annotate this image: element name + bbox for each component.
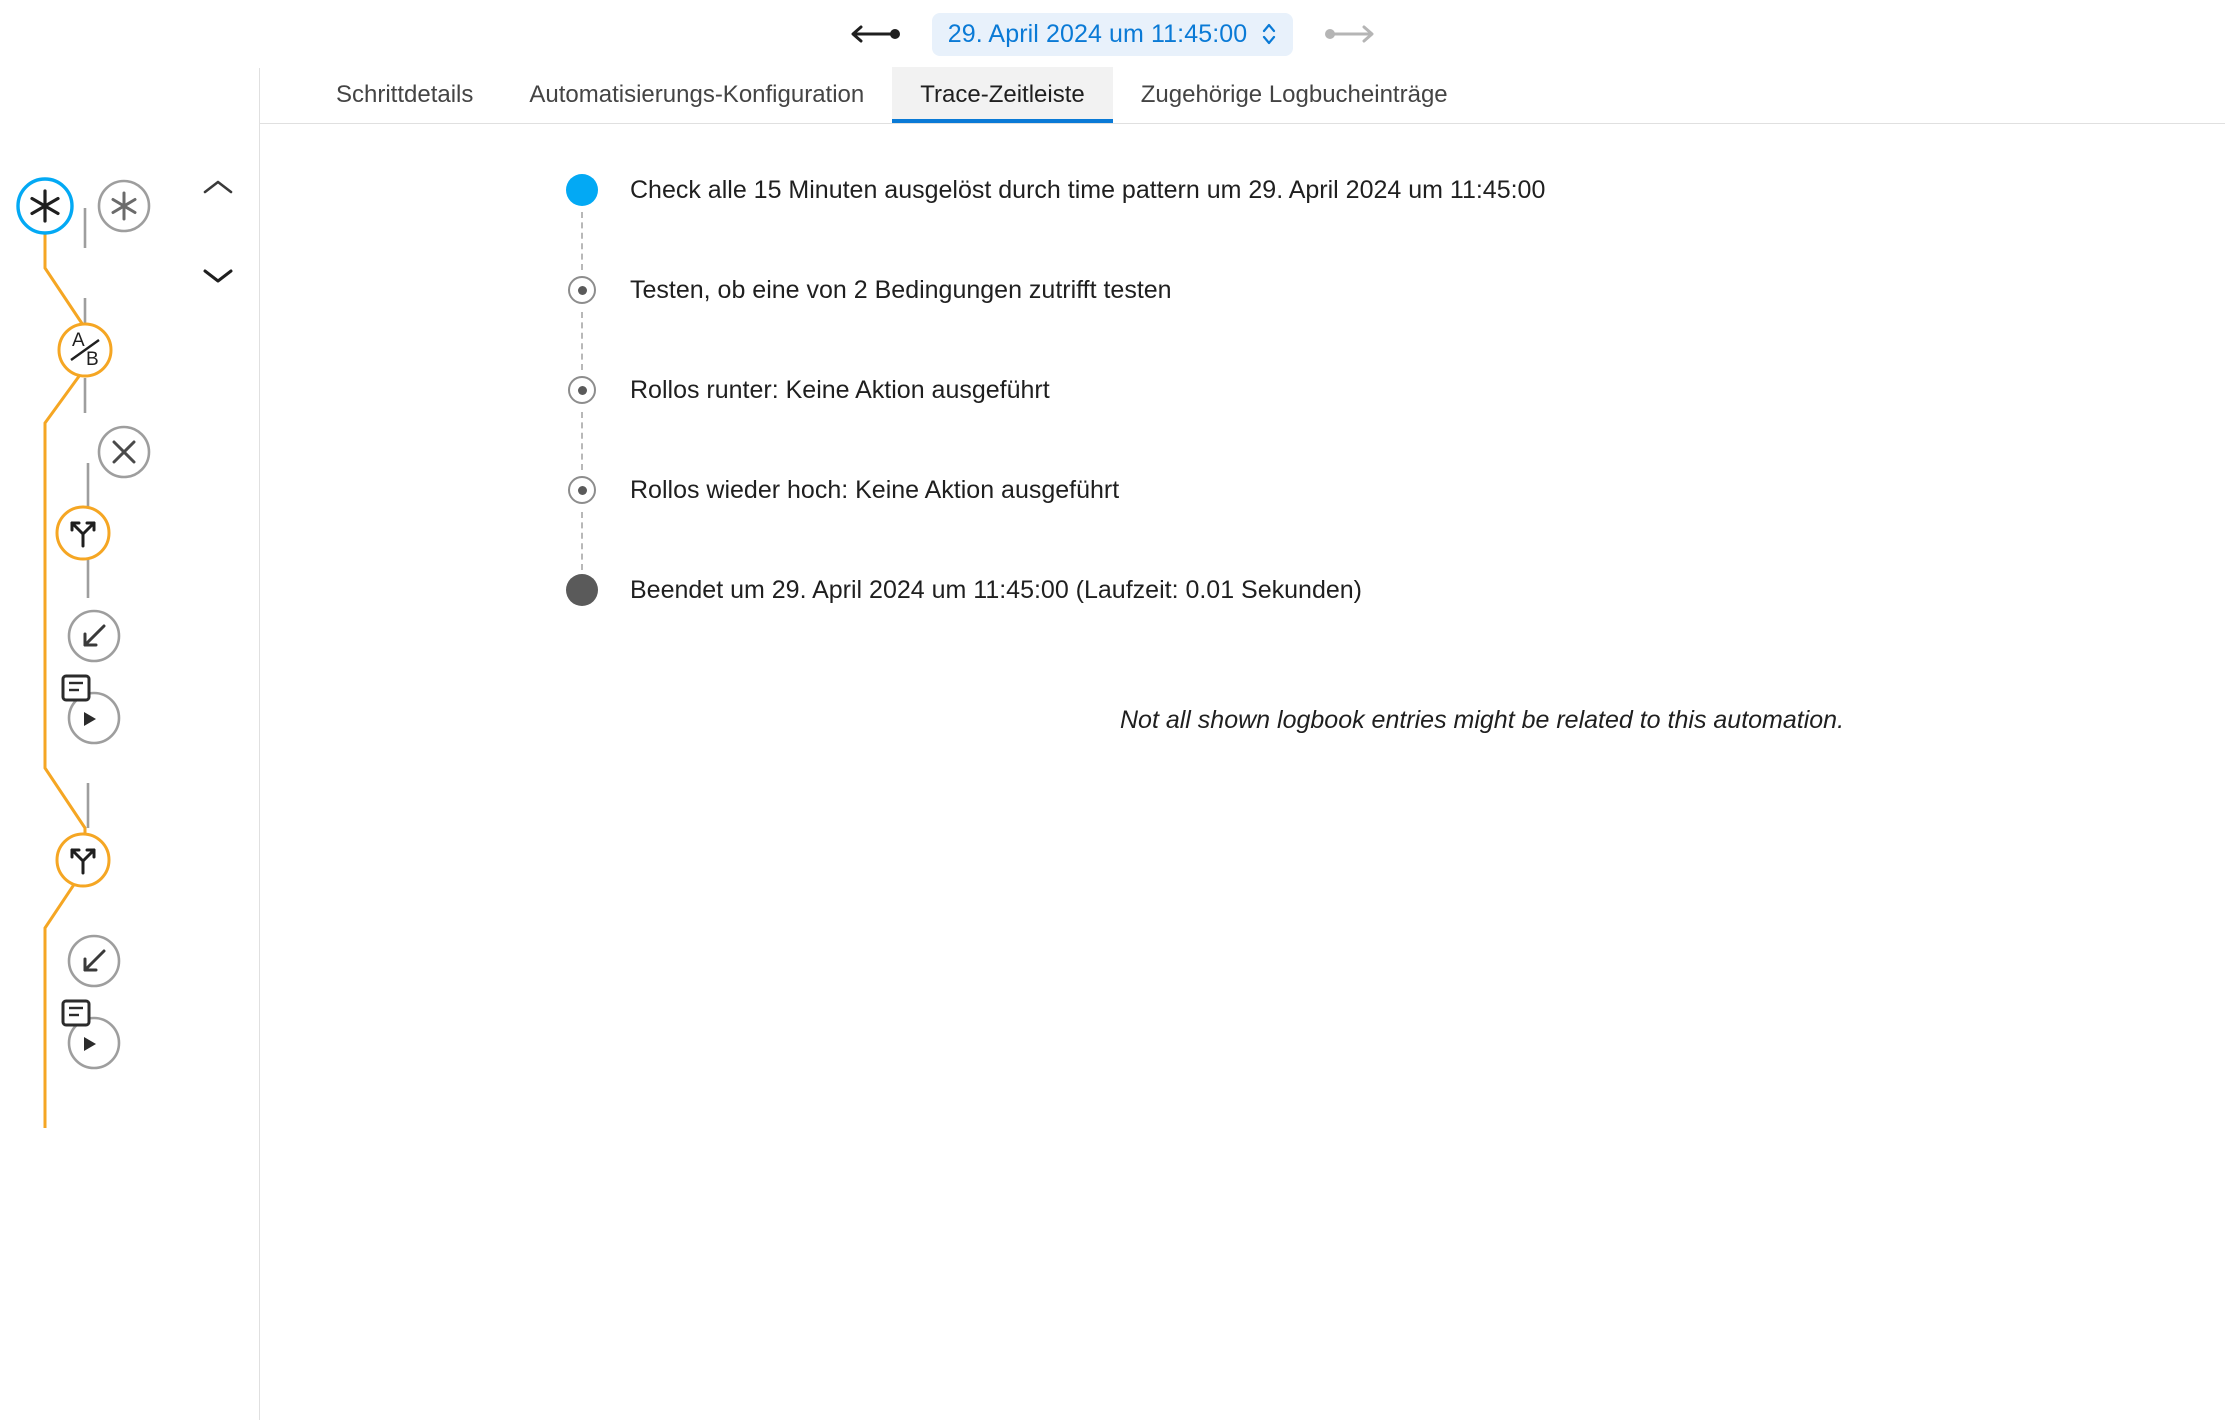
timeline-dot-trigger [566, 174, 598, 206]
graph-collapse-controls [196, 168, 240, 296]
arrow-left-icon [845, 24, 901, 44]
node-action-node-2[interactable] [69, 936, 119, 986]
node-disabled-node[interactable] [99, 427, 149, 477]
timeline-entry-text: Testen, ob eine von 2 Bedingungen zutrifft testen [630, 276, 1172, 304]
timeline-entry [560, 270, 2225, 370]
timeline-marker [560, 570, 604, 606]
timeline-dot-action-2 [568, 476, 596, 504]
chevron-down-icon [201, 265, 235, 287]
previous-trace-button[interactable] [842, 19, 904, 49]
node-service-node-1[interactable] [63, 676, 119, 743]
timeline-entry-text: Rollos runter: Keine Aktion ausgeführt [630, 376, 1050, 404]
chevron-up-icon [201, 177, 235, 199]
node-trigger-node-secondary[interactable] [99, 181, 149, 231]
timeline-entry [560, 470, 2225, 570]
main-content [0, 68, 2225, 1420]
timeline-dot-condition [568, 276, 596, 304]
next-trace-button[interactable] [1321, 19, 1383, 49]
detail-tabbar [260, 68, 2225, 124]
trace-time-value: 29. April 2024 um 11:45:00 [947, 19, 1248, 48]
node-condition-node[interactable] [59, 324, 111, 376]
node-action-node-1[interactable] [69, 611, 119, 661]
timeline-marker [560, 370, 604, 404]
timeline-marker [560, 170, 604, 206]
timeline-note: Not all shown logbook entries might be related to this automation. [1120, 706, 1845, 734]
node-branch-node-2[interactable] [57, 834, 109, 886]
timeline-connector [581, 412, 583, 470]
svg-text:B: B [86, 349, 99, 370]
timeline-entry [560, 170, 2225, 270]
arrow-right-icon [1324, 24, 1380, 44]
trace-timeline [260, 124, 2225, 735]
timeline-dot-action-1 [568, 376, 596, 404]
timeline-entry [560, 370, 2225, 470]
timeline-connector [581, 312, 583, 370]
node-branch-node-1[interactable] [57, 507, 109, 559]
timeline-connector [581, 212, 583, 270]
svg-text:A: A [72, 330, 85, 351]
tab-step-details[interactable]: Schrittdetails [336, 81, 474, 108]
timeline-marker [560, 470, 604, 504]
collapse-up-button[interactable] [196, 168, 240, 208]
timeline-entry [560, 570, 2225, 670]
automation-graph-pane [0, 68, 260, 1420]
timeline-entry-text: Beendet um 29. April 2024 um 11:45:00 (Laufzeit: 0.01 Sekunden) [630, 576, 1362, 604]
trace-time-selector[interactable] [932, 13, 1294, 56]
trace-toolbar [0, 0, 2225, 68]
node-trigger-node-selected[interactable] [18, 179, 72, 233]
tab-automation-config[interactable]: Automatisierungs-Konfiguration [529, 81, 865, 108]
timeline-entry-text: Check alle 15 Minuten ausgelöst durch time pattern um 29. April 2024 um 11:45:00 [630, 176, 1546, 204]
timeline-dot-finished [566, 574, 598, 606]
timeline-entry-text: Rollos wieder hoch: Keine Aktion ausgeführt [630, 476, 1120, 504]
timeline-marker [560, 270, 604, 304]
tab-trace-timeline[interactable]: Trace-Zeitleiste [892, 67, 1112, 123]
chevron-up-down-icon[interactable] [1261, 21, 1277, 47]
tab-related-logbook[interactable]: Zugehörige Logbucheinträge [1140, 81, 1448, 108]
detail-pane [260, 68, 2225, 1420]
collapse-down-button[interactable] [196, 256, 240, 296]
node-service-node-2[interactable] [63, 1001, 119, 1068]
timeline-connector [581, 512, 583, 570]
